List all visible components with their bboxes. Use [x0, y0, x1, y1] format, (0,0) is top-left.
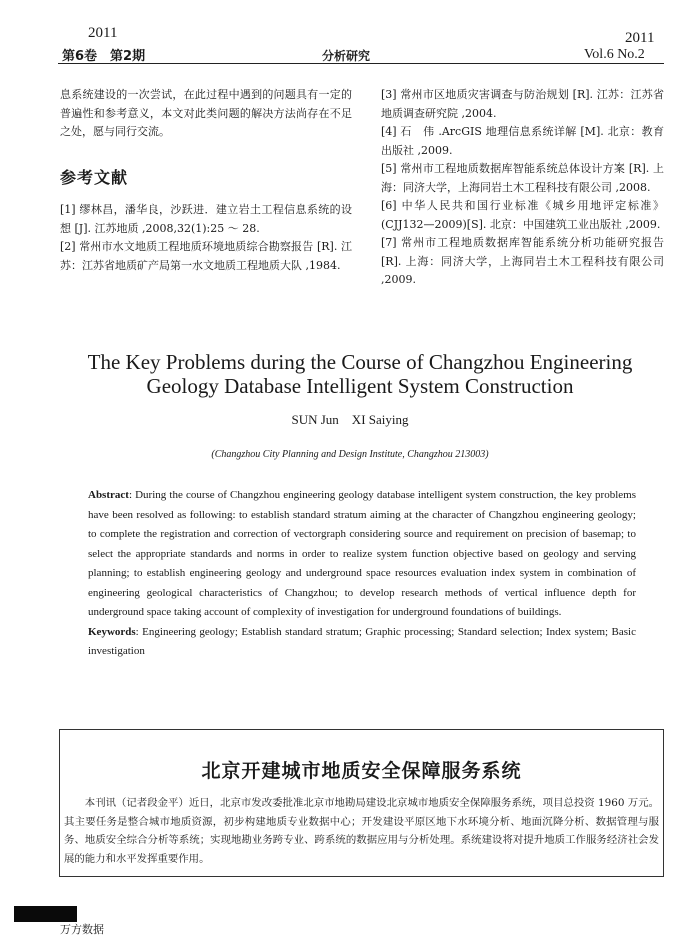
keywords-label: Keywords: [88, 625, 136, 638]
english-affiliation: (Changzhou City Planning and Design Institute, Changzhou 213003): [211, 449, 489, 460]
abstract-label: Abstract: [88, 489, 129, 501]
watermark-bar: [14, 906, 77, 922]
header-year-left: 2011: [88, 25, 118, 41]
body-continuation: 息系统建设的一次尝试，在此过程中遇到的问题具有一定的普遍性和参考意义，本文对此类问题的解决方法尚存在不足之处，愿与同行交流。: [60, 88, 352, 138]
english-keywords: [88, 623, 636, 662]
keywords-text: : Engineering geology; Establish standard stratum; Graphic processing; Standard selection; Index system; Basic investigation: [88, 625, 636, 657]
news-box-body: 本刊讯（记者段金平）近日，北京市发改委批准北京市地勘局建设北京城市地质安全保障服务系统，项目总投资 1960 万元。其主要任务是整合城市地质资源，初步构建地质专业数据中心；开发建设平原区地下水环境分析、地面沉降分析、数据管理与服务、地质安全综合分析等系统；实现地勘业务跨专业、跨系统的数据应用与分析处理。系统建设将对提升地质工作服务经济社会发展的能力和水平发挥重要作用。: [64, 797, 659, 865]
reference-item: [2] 常州市水文地质工程地质环境地质综合勘察报告 [R]. 江苏：江苏省地质矿产局第一水文地质工程地质大队 ,1984.: [60, 240, 352, 272]
abstract-text: : During the course of Changzhou engineering geology database intelligent system construction, the key problems have been resolved as following: to establish standard stratum aiming at the character of Changzhou engineering geology; to complete the registration and correction of vectorgraph considering source and requirement on precision of basemap; to select the appropriate standards and norms in order to realize system function objective based on geology and serving planning; to establish engineering geology and underground space resources evaluation index system in combination of engineering geological characteristics of Changzhou; to develop research methods of vertical influence depth for underground space taking account of complexity of investigation for underground foundations of buildings.: [88, 489, 636, 618]
reference-item: [1] 缪林昌，潘华良，沙跃进．建立岩土工程信息系统的设想 [J]. 江苏地质 ,2008,32(1):25 ～ 28.: [60, 203, 352, 235]
left-column: [60, 86, 352, 142]
header-volume-left: 第6卷 第2期: [62, 49, 146, 64]
reference-item: [4] 石 伟 .ArcGIS 地理信息系统详解 [M]. 北京：教育出版社 ,2009.: [381, 125, 664, 157]
reference-item: [7] 常州市工程地质数据库智能系统分析功能研究报告 [R]. 上海：同济大学，上海同岩土木工程科技有限公司 ,2009.: [381, 236, 664, 286]
reference-item: [3] 常州市区地质灾害调查与防治规划 [R]. 江苏：江苏省地质调查研究院 ,2004.: [381, 88, 664, 120]
references-right: [381, 86, 664, 290]
header-section: 分析研究: [322, 49, 371, 63]
references-title: 参考文献: [60, 168, 129, 187]
watermark-text: 万方数据: [60, 923, 104, 936]
reference-item: [5] 常州市工程地质数据库智能系统总体设计方案 [R]. 上海：同济大学，上海同岩土木工程科技有限公司 ,2008.: [381, 162, 664, 194]
english-abstract-block: [88, 486, 636, 662]
english-abstract: [88, 486, 636, 623]
header-rule: [58, 63, 664, 64]
header-year-right: 2011: [625, 30, 655, 46]
header-volume-right: Vol.6 No.2: [584, 47, 645, 62]
reference-item: [6] 中华人民共和国行业标准《城乡用地评定标准》(CJJ132—2009)[S]. 北京：中国建筑工业出版社 ,2009.: [381, 199, 664, 231]
references-left: [60, 201, 352, 275]
news-box: [59, 729, 664, 877]
english-title: The Key Problems during the Course of Changzhou Engineering Geology Database Intelligent System Construction: [87, 350, 633, 398]
news-box-title: 北京开建城市地质安全保障服务系统: [201, 760, 522, 782]
english-authors: SUN Jun XI Saiying: [291, 412, 409, 427]
